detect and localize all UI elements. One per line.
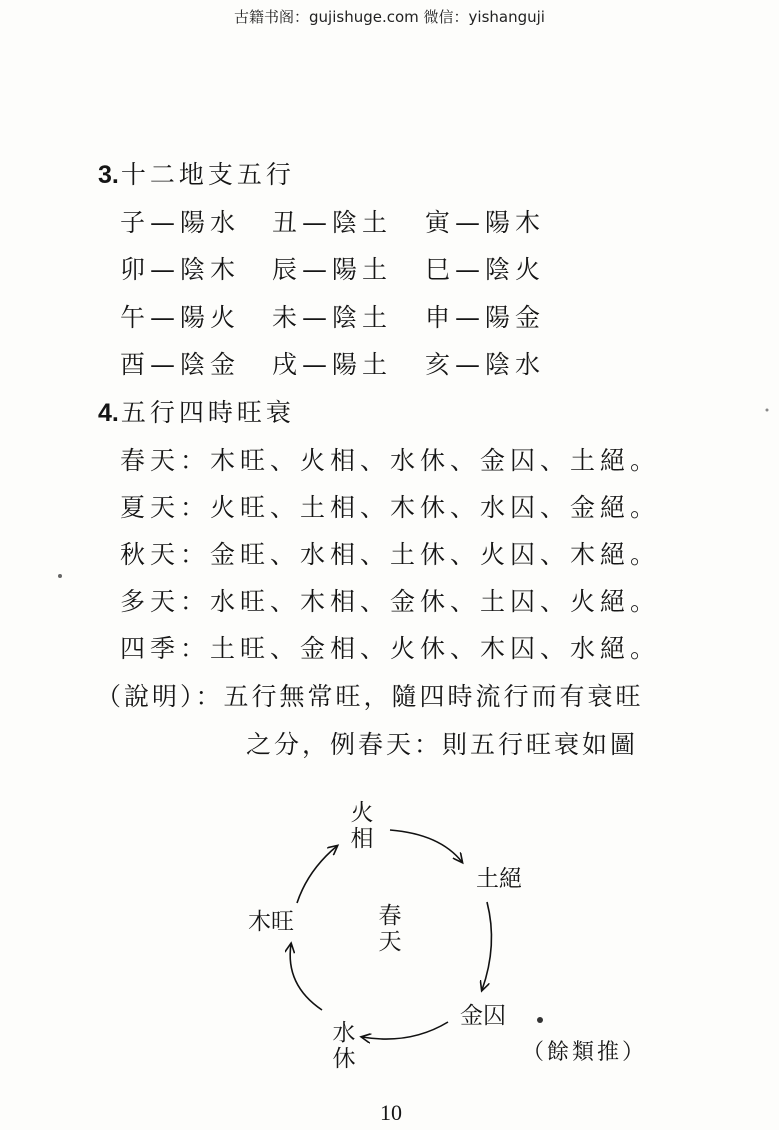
branch-entry: 戌—陽土 [272,350,393,379]
node-bottom-char: 休 [332,1046,356,1072]
node-center [377,903,403,955]
speck [58,574,62,578]
node-top [349,800,375,852]
branch-entry: 亥—陰水 [425,350,546,379]
explanation-line-1: （說明）：五行無常旺，隨四時流行而有衰旺 [96,682,644,711]
season-line-spring: 春天：木旺、火相、水休、金囚、土絕。 [120,446,661,475]
branch-entry: 丑—陰土 [272,208,393,237]
branch-entry: 酉—陰金 [120,350,241,379]
season-line-winter: 多天：水旺、木相、金休、土囚、火絕。 [120,587,661,616]
explanation-line-2: 之分，例春天：則五行旺衰如圖 [246,730,639,759]
branch-entry: 未—陰土 [272,303,393,332]
arrow-right-to-bottom-right [482,902,491,990]
arrow-left-to-top [297,846,337,903]
branch-entry: 巳—陰火 [425,255,546,284]
section-3-title: 十二地支五行 [120,160,295,189]
branch-entry: 辰—陽土 [272,255,393,284]
branch-entry: 寅—陽木 [425,208,546,237]
branch-entry: 申—陽金 [425,303,546,332]
node-center-char: 天 [378,929,402,955]
section-4-number: 4. [98,399,119,427]
page-number: 10 [380,1100,402,1125]
node-left: 木旺 [248,909,294,935]
arrow-top-to-right [390,830,462,862]
diagram-caption: （餘類推） [522,1040,648,1065]
season-line-autumn: 秋天：金旺、水相、土休、火囚、木絕。 [120,540,661,569]
node-top-char: 火 [350,800,374,826]
speck [766,409,769,412]
node-bottom-right: 金囚 [460,1003,506,1029]
branch-entry: 卯—陰木 [120,255,241,284]
speck [537,1017,543,1023]
section-4-title: 五行四時旺衰 [120,398,295,427]
node-bottom-char: 水 [332,1020,356,1046]
node-center-char: 春 [378,903,402,929]
node-right: 土絕 [476,866,522,892]
branch-entry: 午—陽火 [120,303,241,332]
season-line-four-seasons: 四季：土旺、金相、火休、木囚、水絕。 [120,634,661,663]
section-3-number: 3. [98,161,119,189]
arrow-bottom-right-to-bottom [362,1022,448,1039]
arrow-bottom-to-left [290,944,322,1010]
branch-entry: 子—陽水 [120,208,241,237]
node-bottom [331,1020,357,1072]
watermark: 古籍书阁：gujishuge.com 微信：yishanguji [234,8,545,26]
season-line-summer: 夏天：火旺、土相、木休、水囚、金絕。 [120,493,661,522]
node-top-char: 相 [350,826,374,852]
